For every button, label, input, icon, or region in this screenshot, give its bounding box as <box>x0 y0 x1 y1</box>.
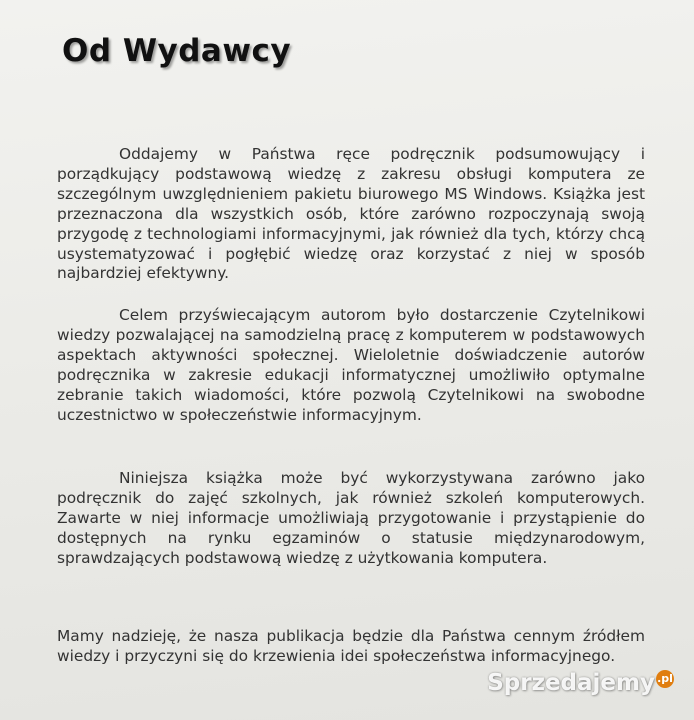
watermark-text: Sprzedajemy <box>487 670 655 696</box>
paragraph-closing: Mamy nadzieję, że nasza publikacja będzie dla Państwa cennym źródłem wiedzy i przyczyni się do krzewienia idei społeczeństwa informacyjnego. <box>57 627 645 665</box>
paragraph-intro: Oddajemy w Państwa ręce podręcznik podsumowujący i porządkujący podstawową wiedzę z zakresu obsługi komputera ze szczególnym uwzględnieniem pakietu biurowego MS Windows. Książka jest przeznaczona dla wszystkich osób, które zarówno rozpoczynają swoją przygodę z technologiami informacyjnymi, jak również dla tych, którzy chcą usystematyzować i pogłębić wiedzę oraz korzystać z niej w sposób najbardziej efektywny. <box>57 145 645 283</box>
site-watermark <box>487 670 674 696</box>
paragraph-goal: Celem przyświecającym autorom było dostarczenie Czytelnikowi wiedzy pozwalającej na samodzielną pracę z komputerem w podstawowych aspektach aktywności społecznej. Wieloletnie doświadczenie autorów podręcznika w zakresie edukacji informatycznej umożliwiło optymalne zebranie takich wiadomości, które pozwolą Czytelnikowi na swobodne uczestnictwo w społeczeństwie informacyjnym. <box>57 306 645 424</box>
watermark-suffix-badge: .pl <box>656 670 674 688</box>
page-title: Od Wydawcy <box>62 33 292 69</box>
paragraph-usage: Niniejsza książka może być wykorzystywana zarówno jako podręcznik do zajęć szkolnych, jak również szkoleń komputerowych. Zawarte w niej informacje umożliwiają przygotowanie i przystąpienie do dostępnych na rynku egzaminów o statusie międzynarodowym, sprawdzających podstawową wiedzę z użytkowania komputera. <box>57 469 645 567</box>
